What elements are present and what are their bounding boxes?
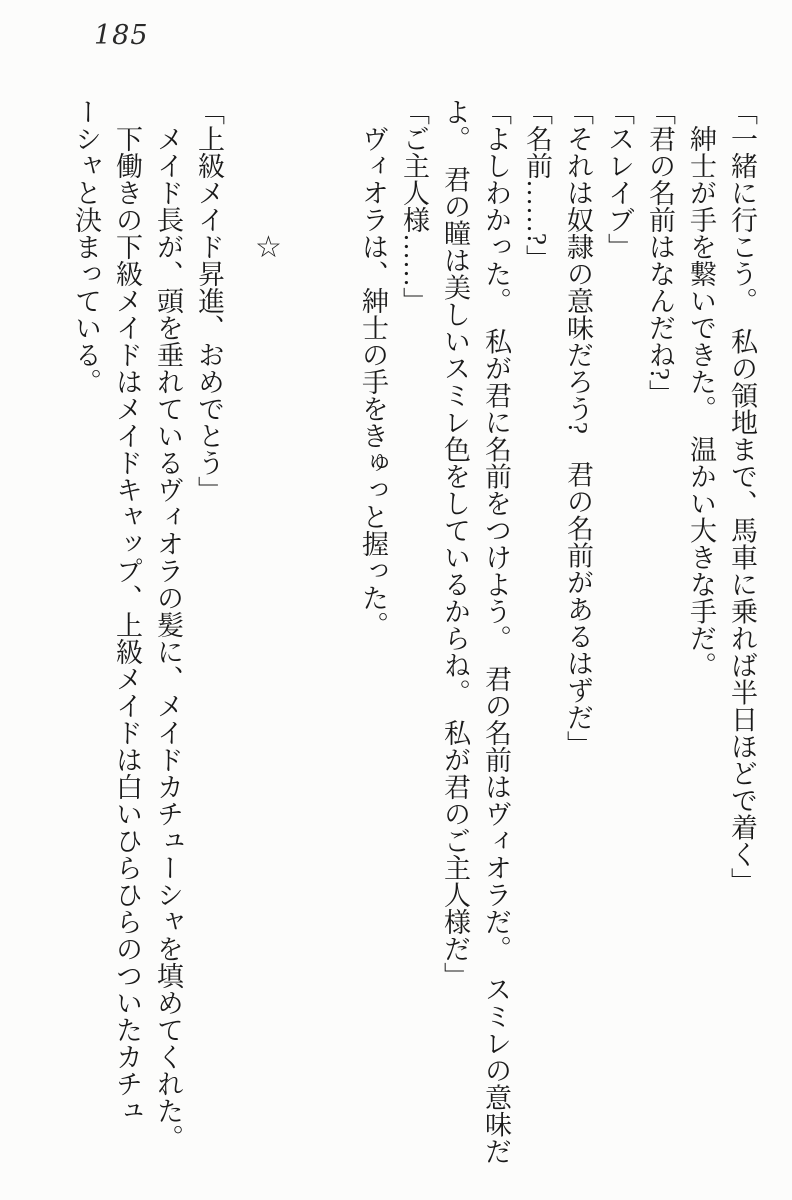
text-line-dialogue: 「ご主人様……」 [399,98,429,314]
text-line-narration: ヴィオラは、紳士の手をきゅっと握った。 [358,125,388,638]
text-line-continuation: ーシャと決まっている。 [71,98,101,395]
text-line-narration: メイド長が、頭を垂れているヴィオラの髪に、メイドカチューシャを填めてくれた。 [153,125,183,1151]
text-line-dialogue: 「名前……?」 [522,98,552,272]
text-line-dialogue: 「それは奴隷の意味だろう? 君の名前があるはずだ」 [563,98,593,758]
text-line-continuation: よ。 君の瞳は美しいスミレ色をしているからね。 私が君のご主人様だ」 [440,98,470,989]
text-line-narration: 下働きの下級メイドはメイドキャップ、上級メイドは白いひらひらのついたカチュ [112,125,142,1124]
page-number: 185 [94,20,149,51]
section-divider-star-icon: ☆ [255,231,282,264]
text-line-dialogue: 「スレイブ」 [604,98,634,260]
text-line-dialogue: 「一緒に行こう。 私の領地まで、馬車に乗れば半日ほどで着く」 [727,98,757,895]
vertical-text-block [65,98,762,1165]
text-line-dialogue: 「上級メイド昇進、おめでとう」 [194,98,224,503]
text-line-dialogue: 「君の名前はなんだね?」 [645,98,675,407]
text-line-narration: 紳士が手を繋いできた。 温かい大きな手だ。 [686,125,716,679]
text-line-blank [311,98,352,1158]
text-line-dialogue: 「よしわかった。 私が君に名前をつけよう。 君の名前はヴィオラだ。 スミレの意味だ [481,98,511,1165]
